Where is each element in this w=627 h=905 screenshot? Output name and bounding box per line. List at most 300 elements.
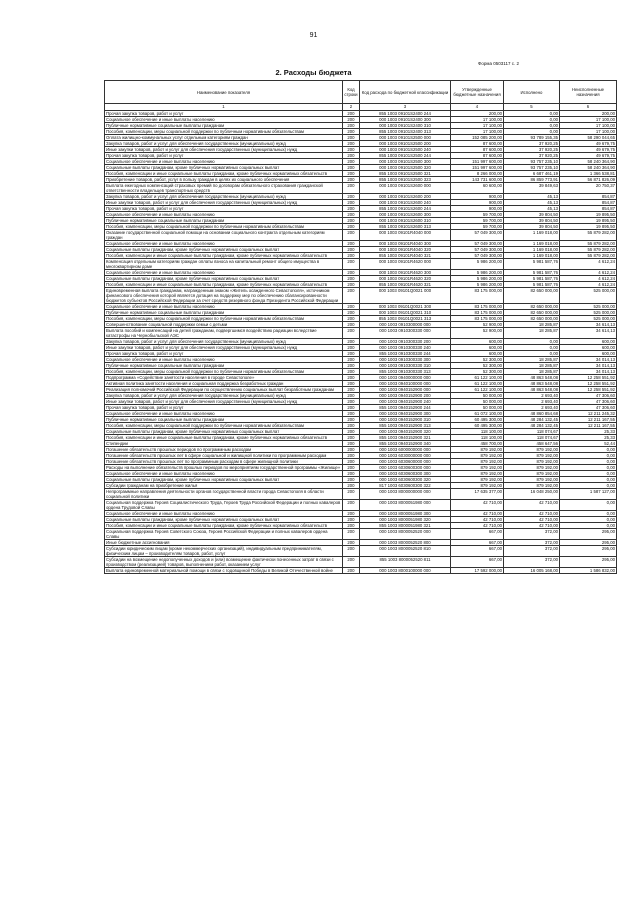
row-classification-code: 000 1003 09101Q0021 300 <box>360 304 451 310</box>
row-line-code: 200 <box>343 165 360 171</box>
table-row <box>105 557 617 568</box>
header-executed: Исполнено <box>504 81 560 104</box>
row-unexecuted: 55 879 282,00 <box>560 247 617 253</box>
row-classification-code: 855 1003 0940152900 313 <box>360 423 451 429</box>
row-line-code: 200 <box>343 351 360 357</box>
header-row <box>105 81 617 104</box>
row-approved: 17 100,00 <box>451 123 504 129</box>
row-line-code: 200 <box>343 381 360 387</box>
header-approved: Утвержденные бюджетные назначения <box>451 81 504 104</box>
row-executed: 16 005 168,00 <box>504 568 560 574</box>
row-classification-code: 855 1003 0940152900 244 <box>360 405 451 411</box>
row-classification-code: 000 1003 0910300330 300 <box>360 357 451 363</box>
row-approved: 60 600,00 <box>451 183 504 194</box>
row-approved: 879 192,00 <box>451 471 504 477</box>
row-line-code: 200 <box>343 435 360 441</box>
row-executed: 372,00 <box>504 529 560 540</box>
row-executed: 0,00 <box>504 123 560 129</box>
row-unexecuted: 58 240 364,90 <box>560 165 617 171</box>
row-classification-code: 000 1003 09101R4620 320 <box>360 276 451 282</box>
row-line-code: 200 <box>343 141 360 147</box>
row-approved: 61 122 100,00 <box>451 375 504 381</box>
table-row <box>105 183 617 194</box>
row-name: Публичные нормативные социальные выплаты гражданам <box>105 417 343 423</box>
row-approved: 42 710,00 <box>451 517 504 523</box>
row-line-code: 200 <box>343 393 360 399</box>
row-line-code: 200 <box>343 387 360 393</box>
row-approved: 57 049 300,00 <box>451 230 504 241</box>
row-unexecuted: 17 100,00 <box>560 129 617 135</box>
page-number: 91 <box>309 32 318 39</box>
row-unexecuted: 525 000,00 <box>560 316 617 322</box>
row-name: Расходы на выполнение обязательств прошлых периодов по мероприятиям государственной программы «Жилище» <box>105 465 343 471</box>
row-line-code: 200 <box>343 471 360 477</box>
row-unexecuted: 600,00 <box>560 351 617 357</box>
row-line-code: 200 <box>343 147 360 153</box>
row-approved: 50 000,00 <box>451 399 504 405</box>
column-index: 3 <box>360 104 451 111</box>
row-classification-code: 000 1003 09101R4040 300 <box>360 241 451 247</box>
row-line-code: 200 <box>343 304 360 310</box>
row-line-code: 200 <box>343 230 360 241</box>
row-name: Пособия, компенсации, меры социальной поддержки по публичным нормативным обязательствам <box>105 224 343 230</box>
row-name: Выплата ежегодных компенсаций страховых премий по договорам обязательного страхования гражданской ответственности владельцев транспортных средств <box>105 183 343 194</box>
row-classification-code: 000 1003 09101Q0021 310 <box>360 310 451 316</box>
row-executed: 48 284 132,45 <box>504 417 560 423</box>
row-name: Социальное обеспечение и иные выплаты населению <box>105 117 343 123</box>
row-executed: 37 920,25 <box>504 147 560 153</box>
table-row <box>105 288 617 304</box>
row-name: Стипендии <box>105 441 343 447</box>
row-executed: 0,00 <box>504 351 560 357</box>
row-approved: 87 600,00 <box>451 153 504 159</box>
row-classification-code: 000 1003 09101S2600 300 <box>360 212 451 218</box>
row-classification-code: 000 1003 8000051980 320 <box>360 517 451 523</box>
row-approved: 52 300,00 <box>451 369 504 375</box>
row-executed: 118 074,67 <box>504 435 560 441</box>
row-line-code: 200 <box>343 200 360 206</box>
form-code: Форма 0503117 с. 2 <box>478 61 519 66</box>
row-approved: 600,00 <box>451 345 504 351</box>
row-unexecuted: 47 306,60 <box>560 399 617 405</box>
row-name: Социальное обеспечение и иные выплаты населению <box>105 304 343 310</box>
row-classification-code: 855 1003 09101R4620 321 <box>360 282 451 288</box>
row-approved: 900,00 <box>451 194 504 200</box>
row-name: Закупка товаров, работ и услуг для обеспечения государственных (муниципальных) нужд <box>105 194 343 200</box>
row-executed: 39 804,50 <box>504 218 560 224</box>
row-executed: 93 789 155,35 <box>504 135 560 141</box>
row-line-code: 200 <box>343 465 360 471</box>
row-executed: 6 687 461,19 <box>504 171 560 177</box>
row-line-code: 200 <box>343 129 360 135</box>
row-name: Субсидии гражданам на приобретение жилья <box>105 483 343 489</box>
row-executed: 39 804,50 <box>504 224 560 230</box>
row-approved: 118 100,00 <box>451 429 504 435</box>
row-unexecuted: 4 612,24 <box>560 270 617 276</box>
row-approved: 5 986 200,00 <box>451 276 504 282</box>
row-line-code: 200 <box>343 241 360 247</box>
row-classification-code: 000 1003 09101S2500 320 <box>360 165 451 171</box>
row-executed: 48 863 548,08 <box>504 381 560 387</box>
row-unexecuted: 19 895,50 <box>560 212 617 218</box>
row-classification-code: 000 1003 8000100000 000 <box>360 568 451 574</box>
row-classification-code: 000 1003 09101S2500 240 <box>360 147 451 153</box>
row-unexecuted: 12 211 167,55 <box>560 423 617 429</box>
row-line-code: 200 <box>343 557 360 568</box>
row-unexecuted: 0,00 <box>560 483 617 489</box>
row-approved: 42 710,00 <box>451 500 504 511</box>
row-approved: 17 100,00 <box>451 129 504 135</box>
row-unexecuted: 19 895,50 <box>560 224 617 230</box>
header-name: Наименование показателя <box>105 81 343 104</box>
row-executed: 86 859 773,91 <box>504 177 560 183</box>
row-classification-code: 855 1003 09101R4040 321 <box>360 253 451 259</box>
row-approved: 17 592 000,00 <box>451 568 504 574</box>
row-classification-code: 000 1003 0910300330 000 <box>360 328 451 339</box>
row-classification-code: 000 1003 09101S2600 240 <box>360 200 451 206</box>
row-executed: 5 981 587,76 <box>504 259 560 270</box>
row-unexecuted: 0,00 <box>560 453 617 459</box>
row-name: Прочая закупка товаров, работ и услуг <box>105 111 343 117</box>
row-approved: 900,00 <box>451 200 504 206</box>
row-classification-code: 000 1003 09101S2500 300 <box>360 159 451 165</box>
row-unexecuted: 600,00 <box>560 345 617 351</box>
row-executed: 0,00 <box>504 339 560 345</box>
row-approved: 5 986 200,00 <box>451 259 504 270</box>
row-name: Публичные нормативные социальные выплаты гражданам <box>105 310 343 316</box>
row-name: Социальное обеспечение и иные выплаты населению <box>105 357 343 363</box>
row-name: Иные закупки товаров, работ и услуг для обеспечения государственных (муниципальных) нужд <box>105 399 343 405</box>
row-approved: 61 072 100,00 <box>451 411 504 417</box>
row-unexecuted: 12 258 551,92 <box>560 375 617 381</box>
row-name: Совершенствование социальной поддержки семьи с детьми <box>105 322 343 328</box>
row-classification-code: 000 1003 0940152900 320 <box>360 429 451 435</box>
row-unexecuted: 55 879 282,00 <box>560 253 617 259</box>
row-name: Иные закупки товаров, работ и услуг для обеспечения государственных (муниципальных) нужд <box>105 200 343 206</box>
row-classification-code: 000 1003 09101S2500 000 <box>360 135 451 141</box>
row-approved: 667,00 <box>451 540 504 546</box>
row-line-code: 200 <box>343 282 360 288</box>
row-executed: 37 920,25 <box>504 141 560 147</box>
row-name: Пособия, компенсации, меры социальной поддержки по публичным нормативным обязательствам <box>105 129 343 135</box>
row-unexecuted: 49 679,75 <box>560 141 617 147</box>
row-line-code: 200 <box>343 477 360 483</box>
row-executed: 18 285,87 <box>504 369 560 375</box>
row-executed: 48 863 548,08 <box>504 375 560 381</box>
row-unexecuted: 0,00 <box>560 511 617 517</box>
row-line-code: 200 <box>343 441 360 447</box>
row-unexecuted: 12 258 551,92 <box>560 381 617 387</box>
row-executed: 2 693,40 <box>504 393 560 399</box>
row-line-code: 200 <box>343 259 360 270</box>
row-line-code: 200 <box>343 345 360 351</box>
column-index: 6 <box>560 104 617 111</box>
row-unexecuted: 854,87 <box>560 200 617 206</box>
row-executed: 93 757 235,10 <box>504 159 560 165</box>
row-name: Пособия, компенсации, меры социальной поддержки по публичным нормативным обязательствам <box>105 316 343 322</box>
row-name: Подпрограмма «Содействие занятости населения в городе Севастополе» <box>105 375 343 381</box>
budget-table <box>104 80 617 574</box>
row-name: Социальные выплаты гражданам, кроме публичных нормативных социальных выплат <box>105 247 343 253</box>
row-line-code: 200 <box>343 328 360 339</box>
row-name: Социальная поддержка Героев Социалистического Труда, Героев Труда Российской Федерации и полных кавалеров ордена Трудовой Славы <box>105 500 343 511</box>
row-line-code: 200 <box>343 523 360 529</box>
row-name: Выплата пособий и компенсаций на детей гражданам, подвергшимся воздействию радиации вследствие катастрофы на Чернобыльской АЭС <box>105 328 343 339</box>
row-executed: 45,13 <box>504 200 560 206</box>
row-approved: 667,00 <box>451 529 504 540</box>
row-executed: 372,00 <box>504 546 560 557</box>
row-approved: 879 192,00 <box>451 459 504 465</box>
row-approved: 879 192,00 <box>451 447 504 453</box>
row-unexecuted: 1 586 832,00 <box>560 568 617 574</box>
table-row <box>105 230 617 241</box>
row-name: Пособия, компенсации и иные социальные выплаты гражданам, кроме публичных нормативных обязательств <box>105 171 343 177</box>
row-unexecuted: 34 014,13 <box>560 363 617 369</box>
row-executed: 0,00 <box>504 111 560 117</box>
table-row <box>105 259 617 270</box>
row-unexecuted: 49 679,75 <box>560 147 617 153</box>
row-line-code: 200 <box>343 369 360 375</box>
row-classification-code: 000 1003 8000052520 800 <box>360 540 451 546</box>
row-unexecuted: 854,87 <box>560 206 617 212</box>
row-unexecuted: 0,00 <box>560 517 617 523</box>
row-unexecuted: 4 612,24 <box>560 276 617 282</box>
row-unexecuted: 47 306,60 <box>560 393 617 399</box>
row-classification-code: 000 1003 8000052520 000 <box>360 529 451 540</box>
row-classification-code: 000 1003 09101R4620 300 <box>360 270 451 276</box>
row-classification-code: 855 1003 8000052520 811 <box>360 557 451 568</box>
row-line-code: 200 <box>343 288 360 304</box>
row-executed: 2 693,40 <box>504 405 560 411</box>
row-executed: 879 192,00 <box>504 471 560 477</box>
row-name: Социальные выплаты гражданам, кроме публичных нормативных социальных выплат <box>105 517 343 523</box>
row-unexecuted: 525 000,00 <box>560 288 617 304</box>
row-approved: 458 700,00 <box>451 441 504 447</box>
row-approved: 667,00 <box>451 557 504 568</box>
document-title: 2. Расходы бюджета <box>275 68 352 77</box>
row-executed: 42 710,00 <box>504 517 560 523</box>
row-line-code: 200 <box>343 153 360 159</box>
row-line-code: 200 <box>343 375 360 381</box>
row-approved: 879 192,00 <box>451 483 504 489</box>
row-approved: 83 175 000,00 <box>451 316 504 322</box>
row-approved: 200,00 <box>451 111 504 117</box>
row-name: Оплата жилищно-коммунальных услуг отдельным категориям граждан <box>105 135 343 141</box>
row-classification-code: 000 1003 09101R4040 320 <box>360 247 451 253</box>
row-approved: 17 635 377,00 <box>451 489 504 500</box>
row-executed: 879 192,00 <box>504 477 560 483</box>
row-line-code: 200 <box>343 247 360 253</box>
row-approved: 900,00 <box>451 206 504 212</box>
row-approved: 5 986 200,00 <box>451 282 504 288</box>
row-name: Публичные нормативные социальные выплаты гражданам <box>105 218 343 224</box>
row-name: Субсидии юридическим лицам (кроме некоммерческих организаций), индивидуальным предпринимателям, физическим лицам – производителям товаров, работ, услуг <box>105 546 343 557</box>
row-line-code: 200 <box>343 206 360 212</box>
row-unexecuted: 12 211 167,55 <box>560 417 617 423</box>
row-approved: 879 192,00 <box>451 477 504 483</box>
row-executed: 45,13 <box>504 206 560 212</box>
row-line-code: 200 <box>343 111 360 117</box>
row-unexecuted: 17 100,00 <box>560 117 617 123</box>
row-executed: 18 285,87 <box>504 322 560 328</box>
row-approved: 50 000,00 <box>451 393 504 399</box>
row-unexecuted: 49 679,75 <box>560 153 617 159</box>
row-executed: 879 192,00 <box>504 465 560 471</box>
row-executed: 5 981 587,76 <box>504 276 560 282</box>
row-classification-code: 000 1003 09101Q0021 000 <box>360 288 451 304</box>
row-executed: 82 650 000,00 <box>504 310 560 316</box>
row-approved: 57 049 300,00 <box>451 247 504 253</box>
row-classification-code: 000 1003 0910300330 310 <box>360 363 451 369</box>
row-line-code: 200 <box>343 411 360 417</box>
row-classification-code: 855 1003 09101S2400 313 <box>360 129 451 135</box>
row-classification-code: 855 1003 8000051980 321 <box>360 523 451 529</box>
row-executed: 45,13 <box>504 194 560 200</box>
row-executed: 18 285,87 <box>504 328 560 339</box>
row-name: Иные закупки товаров, работ и услуг для обеспечения государственных (муниципальных) нужд <box>105 147 343 153</box>
row-classification-code: 855 1003 0940152900 321 <box>360 435 451 441</box>
row-executed: 5 981 587,76 <box>504 282 560 288</box>
row-classification-code: 000 1003 09101R4040 000 <box>360 230 451 241</box>
row-classification-code: 000 1003 09101S2600 310 <box>360 218 451 224</box>
row-executed: 82 650 000,00 <box>504 316 560 322</box>
row-classification-code: 000 1003 09101S2600 000 <box>360 183 451 194</box>
row-line-code: 200 <box>343 459 360 465</box>
row-executed: 82 650 000,00 <box>504 288 560 304</box>
row-executed: 118 074,67 <box>504 429 560 435</box>
row-line-code: 200 <box>343 517 360 523</box>
row-unexecuted: 525 000,00 <box>560 310 617 316</box>
row-name: Прочая закупка товаров, работ и услуг <box>105 405 343 411</box>
row-unexecuted: 295,00 <box>560 540 617 546</box>
row-executed: 42 710,00 <box>504 511 560 517</box>
row-line-code: 200 <box>343 423 360 429</box>
row-line-code: 200 <box>343 357 360 363</box>
row-name: Социальное обеспечение и иные выплаты населению <box>105 270 343 276</box>
column-index: 4 <box>451 104 504 111</box>
table-body <box>105 111 617 574</box>
row-approved: 8 266 000,00 <box>451 171 504 177</box>
table-row <box>105 529 617 540</box>
row-classification-code: 855 1003 0940152900 340 <box>360 441 451 447</box>
row-executed: 48 284 132,45 <box>504 423 560 429</box>
row-name: Социальные выплаты гражданам, кроме публичных нормативных социальных выплат <box>105 165 343 171</box>
row-approved: 60 495 300,00 <box>451 423 504 429</box>
row-name: Прочая закупка товаров, работ и услуг <box>105 351 343 357</box>
row-name: Погашение обязательств прошлых лет в сфере социальной и жилищной политики по программным расходам <box>105 453 343 459</box>
row-classification-code: 000 1003 09101S2400 310 <box>360 123 451 129</box>
row-approved: 59 700,00 <box>451 212 504 218</box>
row-name: Оказание государственной социальной помощи на основании социального контракта отдельным категориям граждан <box>105 230 343 241</box>
row-approved: 60 495 300,00 <box>451 417 504 423</box>
row-executed: 879 192,00 <box>504 459 560 465</box>
row-unexecuted: 58 290 044,65 <box>560 135 617 141</box>
row-line-code: 200 <box>343 212 360 218</box>
row-line-code: 200 <box>343 453 360 459</box>
row-approved: 87 600,00 <box>451 141 504 147</box>
row-name: Пособия, компенсации и иные социальные выплаты гражданам, кроме публичных нормативных обязательств <box>105 523 343 529</box>
row-classification-code: 855 1003 09101Q0021 313 <box>360 316 451 322</box>
row-unexecuted: 1 587 127,00 <box>560 489 617 500</box>
row-unexecuted: 0,00 <box>560 500 617 511</box>
row-name: Пособия, компенсации, меры социальной поддержки по публичным нормативным обязательствам <box>105 423 343 429</box>
row-unexecuted: 34 614,13 <box>560 322 617 328</box>
header-line-code: Код строки <box>343 81 360 104</box>
row-name: Закупка товаров, работ и услуг для обеспечения государственных (муниципальных) нужд <box>105 141 343 147</box>
row-unexecuted: 4 612,24 <box>560 259 617 270</box>
column-index: 1 <box>105 104 343 111</box>
row-name: Социальное обеспечение и иные выплаты населению <box>105 511 343 517</box>
row-classification-code: 000 1003 6030600000 000 <box>360 459 451 465</box>
row-executed: 0,00 <box>504 129 560 135</box>
row-unexecuted: 0,00 <box>560 477 617 483</box>
table-row <box>105 489 617 500</box>
row-line-code: 200 <box>343 405 360 411</box>
row-classification-code: 855 1003 09101S2600 313 <box>360 224 451 230</box>
row-executed: 458 647,56 <box>504 441 560 447</box>
row-line-code: 200 <box>343 183 360 194</box>
row-unexecuted: 4 612,24 <box>560 282 617 288</box>
row-unexecuted: 17 100,00 <box>560 123 617 129</box>
row-line-code: 200 <box>343 500 360 511</box>
row-approved: 118 100,00 <box>451 435 504 441</box>
row-line-code: 200 <box>343 529 360 540</box>
row-executed: 1 169 018,00 <box>504 253 560 259</box>
row-name: Компенсация отдельным категориям граждан оплаты взноса на капитальный ремонт общего имущества в многоквартирном доме <box>105 259 343 270</box>
row-approved: 151 997 600,00 <box>451 165 504 171</box>
row-unexecuted: 295,00 <box>560 546 617 557</box>
row-name: Пособия, компенсации, меры социальной поддержки по публичным нормативным обязательствам <box>105 369 343 375</box>
row-line-code: 200 <box>343 399 360 405</box>
column-index-row <box>105 104 617 111</box>
row-line-code: 200 <box>343 177 360 183</box>
table-row <box>105 568 617 574</box>
row-executed: 37 920,25 <box>504 153 560 159</box>
row-name: Социальное обеспечение и иные выплаты населению <box>105 471 343 477</box>
row-unexecuted: 19 895,50 <box>560 218 617 224</box>
row-line-code: 200 <box>343 117 360 123</box>
row-classification-code: 000 1003 8000000000 000 <box>360 489 451 500</box>
row-classification-code: 000 1003 09101S2400 300 <box>360 117 451 123</box>
row-line-code: 200 <box>343 483 360 489</box>
row-approved: 17 100,00 <box>451 117 504 123</box>
row-name: Реализация полномочий Российской Федерации по осуществлению социальных выплат безработным гражданам <box>105 387 343 393</box>
row-line-code: 200 <box>343 135 360 141</box>
row-executed: 0,00 <box>504 117 560 123</box>
row-line-code: 200 <box>343 316 360 322</box>
row-executed: 372,00 <box>504 540 560 546</box>
row-line-code: 200 <box>343 363 360 369</box>
row-name: Иные закупки товаров, работ и услуг для обеспечения государственных (муниципальных) нужд <box>105 345 343 351</box>
row-unexecuted: 25,33 <box>560 435 617 441</box>
row-approved: 152 085 200,00 <box>451 135 504 141</box>
row-unexecuted: 12 258 551,92 <box>560 387 617 393</box>
row-unexecuted: 56 871 826,09 <box>560 177 617 183</box>
row-name: Социальное обеспечение и иные выплаты населению <box>105 241 343 247</box>
row-line-code: 200 <box>343 276 360 282</box>
row-line-code: 200 <box>343 447 360 453</box>
row-name: Иные бюджетные ассигнования <box>105 540 343 546</box>
row-approved: 879 192,00 <box>451 465 504 471</box>
row-classification-code: 000 1003 0940152900 300 <box>360 411 451 417</box>
row-name: Субсидии на возмещение недополученных доходов и (или) возмещение фактически понесенных затрат в связи с производством (реализацией) товаров, выполнением работ, оказанием услуг <box>105 557 343 568</box>
row-approved: 57 049 300,00 <box>451 241 504 247</box>
row-classification-code: 855 1003 0910300330 313 <box>360 369 451 375</box>
row-classification-code: 000 1003 09101S2500 200 <box>360 141 451 147</box>
row-name: Прочая закупка товаров, работ и услуг <box>105 153 343 159</box>
row-line-code: 200 <box>343 194 360 200</box>
row-executed: 48 860 854,68 <box>504 411 560 417</box>
